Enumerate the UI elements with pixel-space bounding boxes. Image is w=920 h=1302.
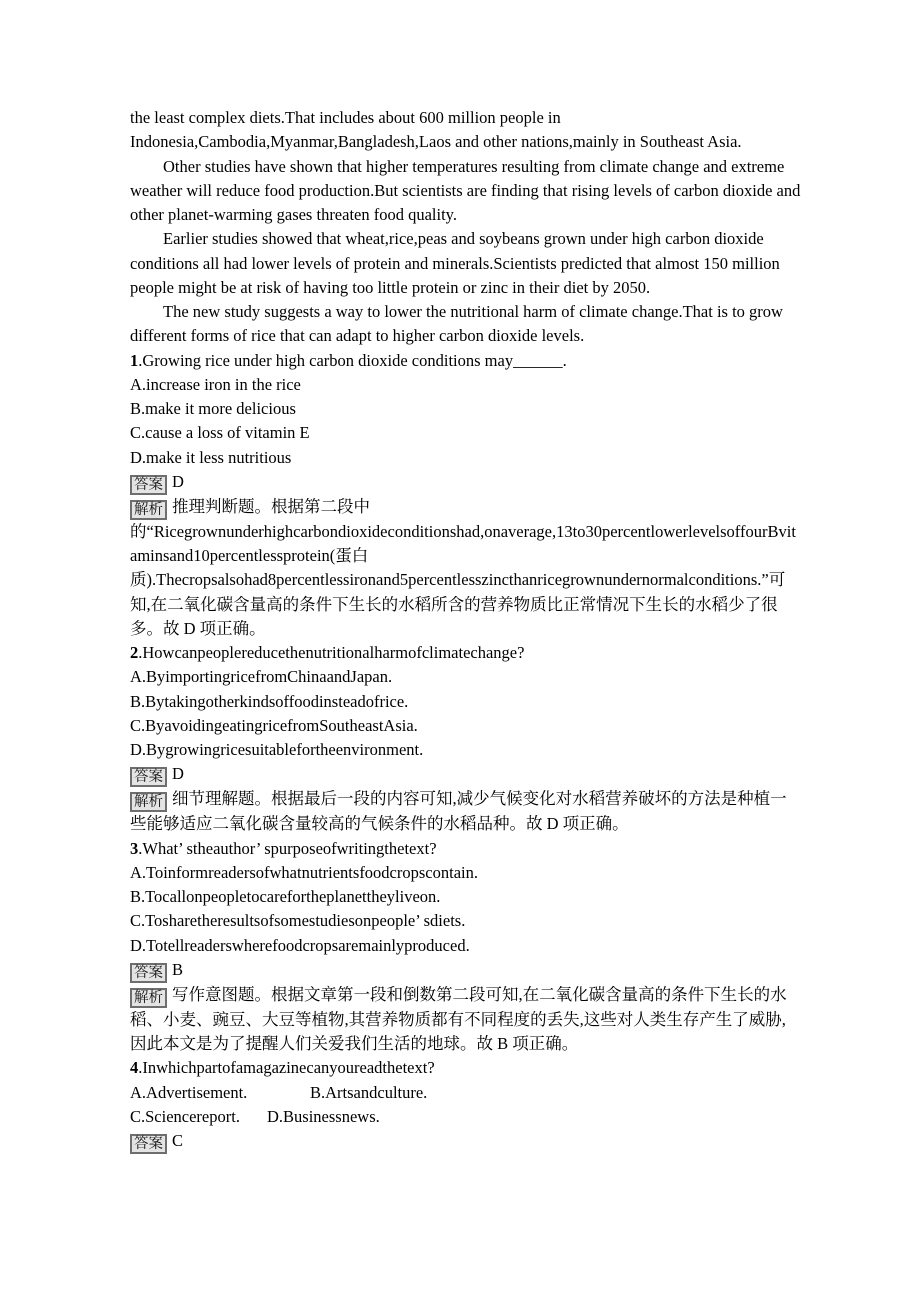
answer-line <box>130 762 802 787</box>
option-row <box>130 1081 802 1105</box>
question-number: 3 <box>130 838 139 858</box>
option: B.Tocallonpeopletocarefortheplanettheyliveon. <box>130 887 441 906</box>
answer-letter: B <box>172 959 184 979</box>
analysis-paragraph <box>130 983 802 1057</box>
answer-line <box>130 470 802 495</box>
question-3 <box>130 837 802 1057</box>
answer-line <box>130 958 802 983</box>
option: D.Totellreaderswherefoodcropsaremainlyproduced. <box>130 935 470 955</box>
answer-letter: D <box>172 471 184 491</box>
question-number: 2 <box>130 643 139 662</box>
question-stem-text: .Howcanpeoplereducethenutritionalharmofclimatechange? <box>138 643 525 662</box>
answer-badge: 答案 <box>130 475 167 495</box>
option: D.make it less nutritious <box>130 447 292 467</box>
option: D.Businessnews. <box>267 1106 380 1126</box>
option-row <box>130 1105 802 1129</box>
passage <box>130 106 802 349</box>
answer-letter: D <box>172 764 184 784</box>
analysis-badge: 解析 <box>130 988 167 1008</box>
question-stem-text: .What’ stheauthor’ spurposeofwritingthetext? <box>138 838 437 858</box>
passage-paragraph: Other studies have shown that higher temperatures resulting from climate change and extreme weather will reduce food production.But scientists are finding that rising levels of carbon dioxide and other planet-warming gases threaten food quality. <box>130 156 801 224</box>
passage-paragraph: The new study suggests a way to lower the nutritional harm of climate change.That is to grow different forms of rice that can adapt to higher carbon dioxide levels. <box>130 302 783 346</box>
question-1 <box>130 349 802 642</box>
question-stem-text: .Inwhichpartofamagazinecanyoureadthetext? <box>138 1058 435 1078</box>
document-content <box>130 106 802 1154</box>
question-4 <box>130 1056 802 1154</box>
question-2 <box>130 641 802 837</box>
question-stem <box>130 1056 802 1080</box>
option: A.increase iron in the rice <box>130 374 301 394</box>
option: B.make it more delicious <box>130 399 296 418</box>
question-stem-text: .Growing rice under high carbon dioxide conditions may______. <box>138 350 567 370</box>
analysis-text: 推理判断题。根据第二段中的“Ricegrownunderhighcarbondioxideconditionshad,onaverage,13to30percentlowerlevelsoffourBvitaminsand10percentlessprotein(蛋白质).Thecropsalsohad8percentlessironand5percentlesszincthanricegrownundernormalconditions.”可知,在二氧化碳含量高的条件下生长的水稻所含的营养物质比正常情况下生长的水稻少了很多。故 D 项正确。 <box>130 496 796 638</box>
option: C.Sciencereport. <box>130 1106 240 1126</box>
option: B.Artsandculture. <box>310 1082 428 1102</box>
question-stem <box>130 837 802 861</box>
answer-badge: 答案 <box>130 963 167 983</box>
passage-paragraph: Earlier studies showed that wheat,rice,peas and soybeans grown under high carbon dioxide conditions all had lower levels of protein and minerals.Scientists predicted that almost 150 million people might be at risk of having too little protein or zinc in their diet by 2050. <box>130 229 780 297</box>
passage-paragraph: the least complex diets.That includes about 600 million people in Indonesia,Cambodia,Myanmar,Bangladesh,Laos and other nations,mainly in Southeast Asia. <box>130 108 742 152</box>
analysis-badge: 解析 <box>130 500 167 520</box>
analysis-text: 细节理解题。根据最后一段的内容可知,减少气候变化对水稻营养破坏的方法是种植一些能够适应二氧化碳含量较高的气候条件的水稻品种。故 D 项正确。 <box>130 789 787 834</box>
answer-line <box>130 1129 802 1154</box>
answer-badge: 答案 <box>130 767 167 787</box>
question-stem <box>130 641 802 665</box>
answer-letter: C <box>172 1131 184 1150</box>
analysis-badge: 解析 <box>130 792 167 812</box>
question-stem <box>130 349 802 373</box>
option: A.Toinformreadersofwhatnutrientsfoodcropscontain. <box>130 862 478 882</box>
option: B.Bytakingotherkindsoffoodinsteadofrice. <box>130 691 409 711</box>
question-number: 4 <box>130 1058 139 1078</box>
analysis-text: 写作意图题。根据文章第一段和倒数第二段可知,在二氧化碳含量高的条件下生长的水稻、小麦、豌豆、大豆等植物,其营养物质都有不同程度的丢失,这些对人类生存产生了威胁,因此本文是为了提醒人们关爱我们生活的地球。故 B 项正确。 <box>130 984 787 1053</box>
answer-badge: 答案 <box>130 1134 167 1154</box>
question-number: 1 <box>130 350 139 370</box>
option: A.Advertisement. <box>130 1082 248 1102</box>
option: A.ByimportingricefromChinaandJapan. <box>130 667 393 687</box>
option: D.Bygrowingricesuitablefortheenvironment. <box>130 740 424 759</box>
analysis-paragraph <box>130 787 802 836</box>
option: C.cause a loss of vitamin E <box>130 423 310 443</box>
analysis-paragraph <box>130 495 802 641</box>
option: C.ByavoidingeatingricefromSoutheastAsia. <box>130 715 418 735</box>
option: C.Tosharetheresultsofsomestudiesonpeople’ sdiets. <box>130 911 466 931</box>
